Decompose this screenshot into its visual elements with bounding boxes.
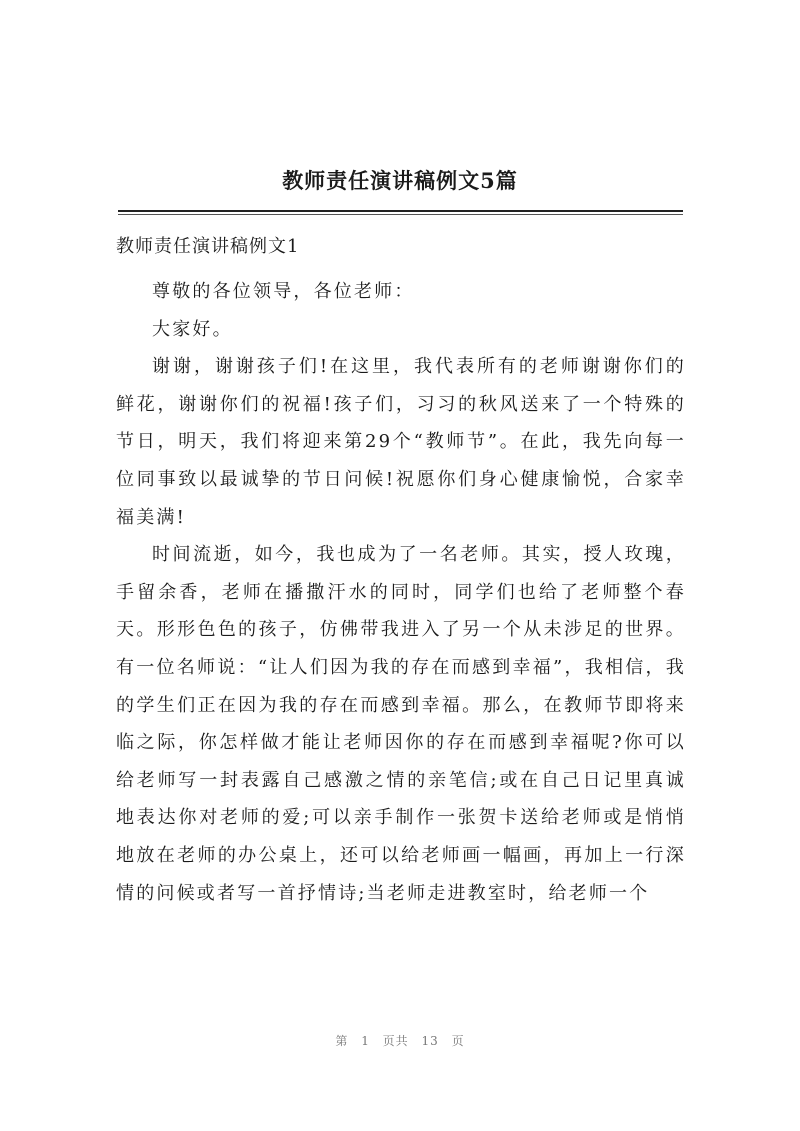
paragraph-greeting: 尊敬的各位领导，各位老师： — [152, 281, 415, 302]
section-heading: 教师责任演讲稿例文1 — [116, 236, 300, 257]
paragraph-hello: 大家好。 — [152, 318, 233, 340]
paragraph-time: 时间流逝，如今，我也成为了一名老师。其实，授人玫瑰，手留余香，老师在播撒汗水的同时，同学们也给了老师整个春天。形形色色的孩子，仿佛带我进入了另一个从未涉足的世界。有一位名师说：“让人们因为我的存在而感到幸福”，我相信，我的学生们正在因为我的存在而感到幸福。那么，在教师节即将来临之际，你怎样做才能让老师因你的存在而感到幸福呢?你可以给老师写一封表露自己感激之情的亲笔信;或在自己日记里真诚地表达你对老师的爱;可以亲手制作一张贺卡送给老师或是悄悄地放在老师的办公桌上，还可以给老师画一幅画，再加上一行深情的问候或者写一首抒情诗;当老师走进教室时，给老师一个 — [116, 544, 686, 904]
title-divider-thin — [118, 214, 683, 215]
body-text — [116, 273, 686, 912]
title-divider — [118, 210, 683, 212]
document-title: 教师责任演讲稿例文5篇 — [282, 168, 518, 193]
paragraph-thanks: 谢谢，谢谢孩子们!在这里，我代表所有的老师谢谢你们的鲜花，谢谢你们的祝福!孩子们，习习的秋风送来了一个特殊的节日，明天，我们将迎来第29个“教师节”。在此，我先向每一位同事致以最诚挚的节日问候!祝愿你们身心健康愉悦，合家幸福美满! — [116, 356, 686, 528]
page-number-footer: 第 1 页共 13 页 — [335, 1034, 465, 1048]
